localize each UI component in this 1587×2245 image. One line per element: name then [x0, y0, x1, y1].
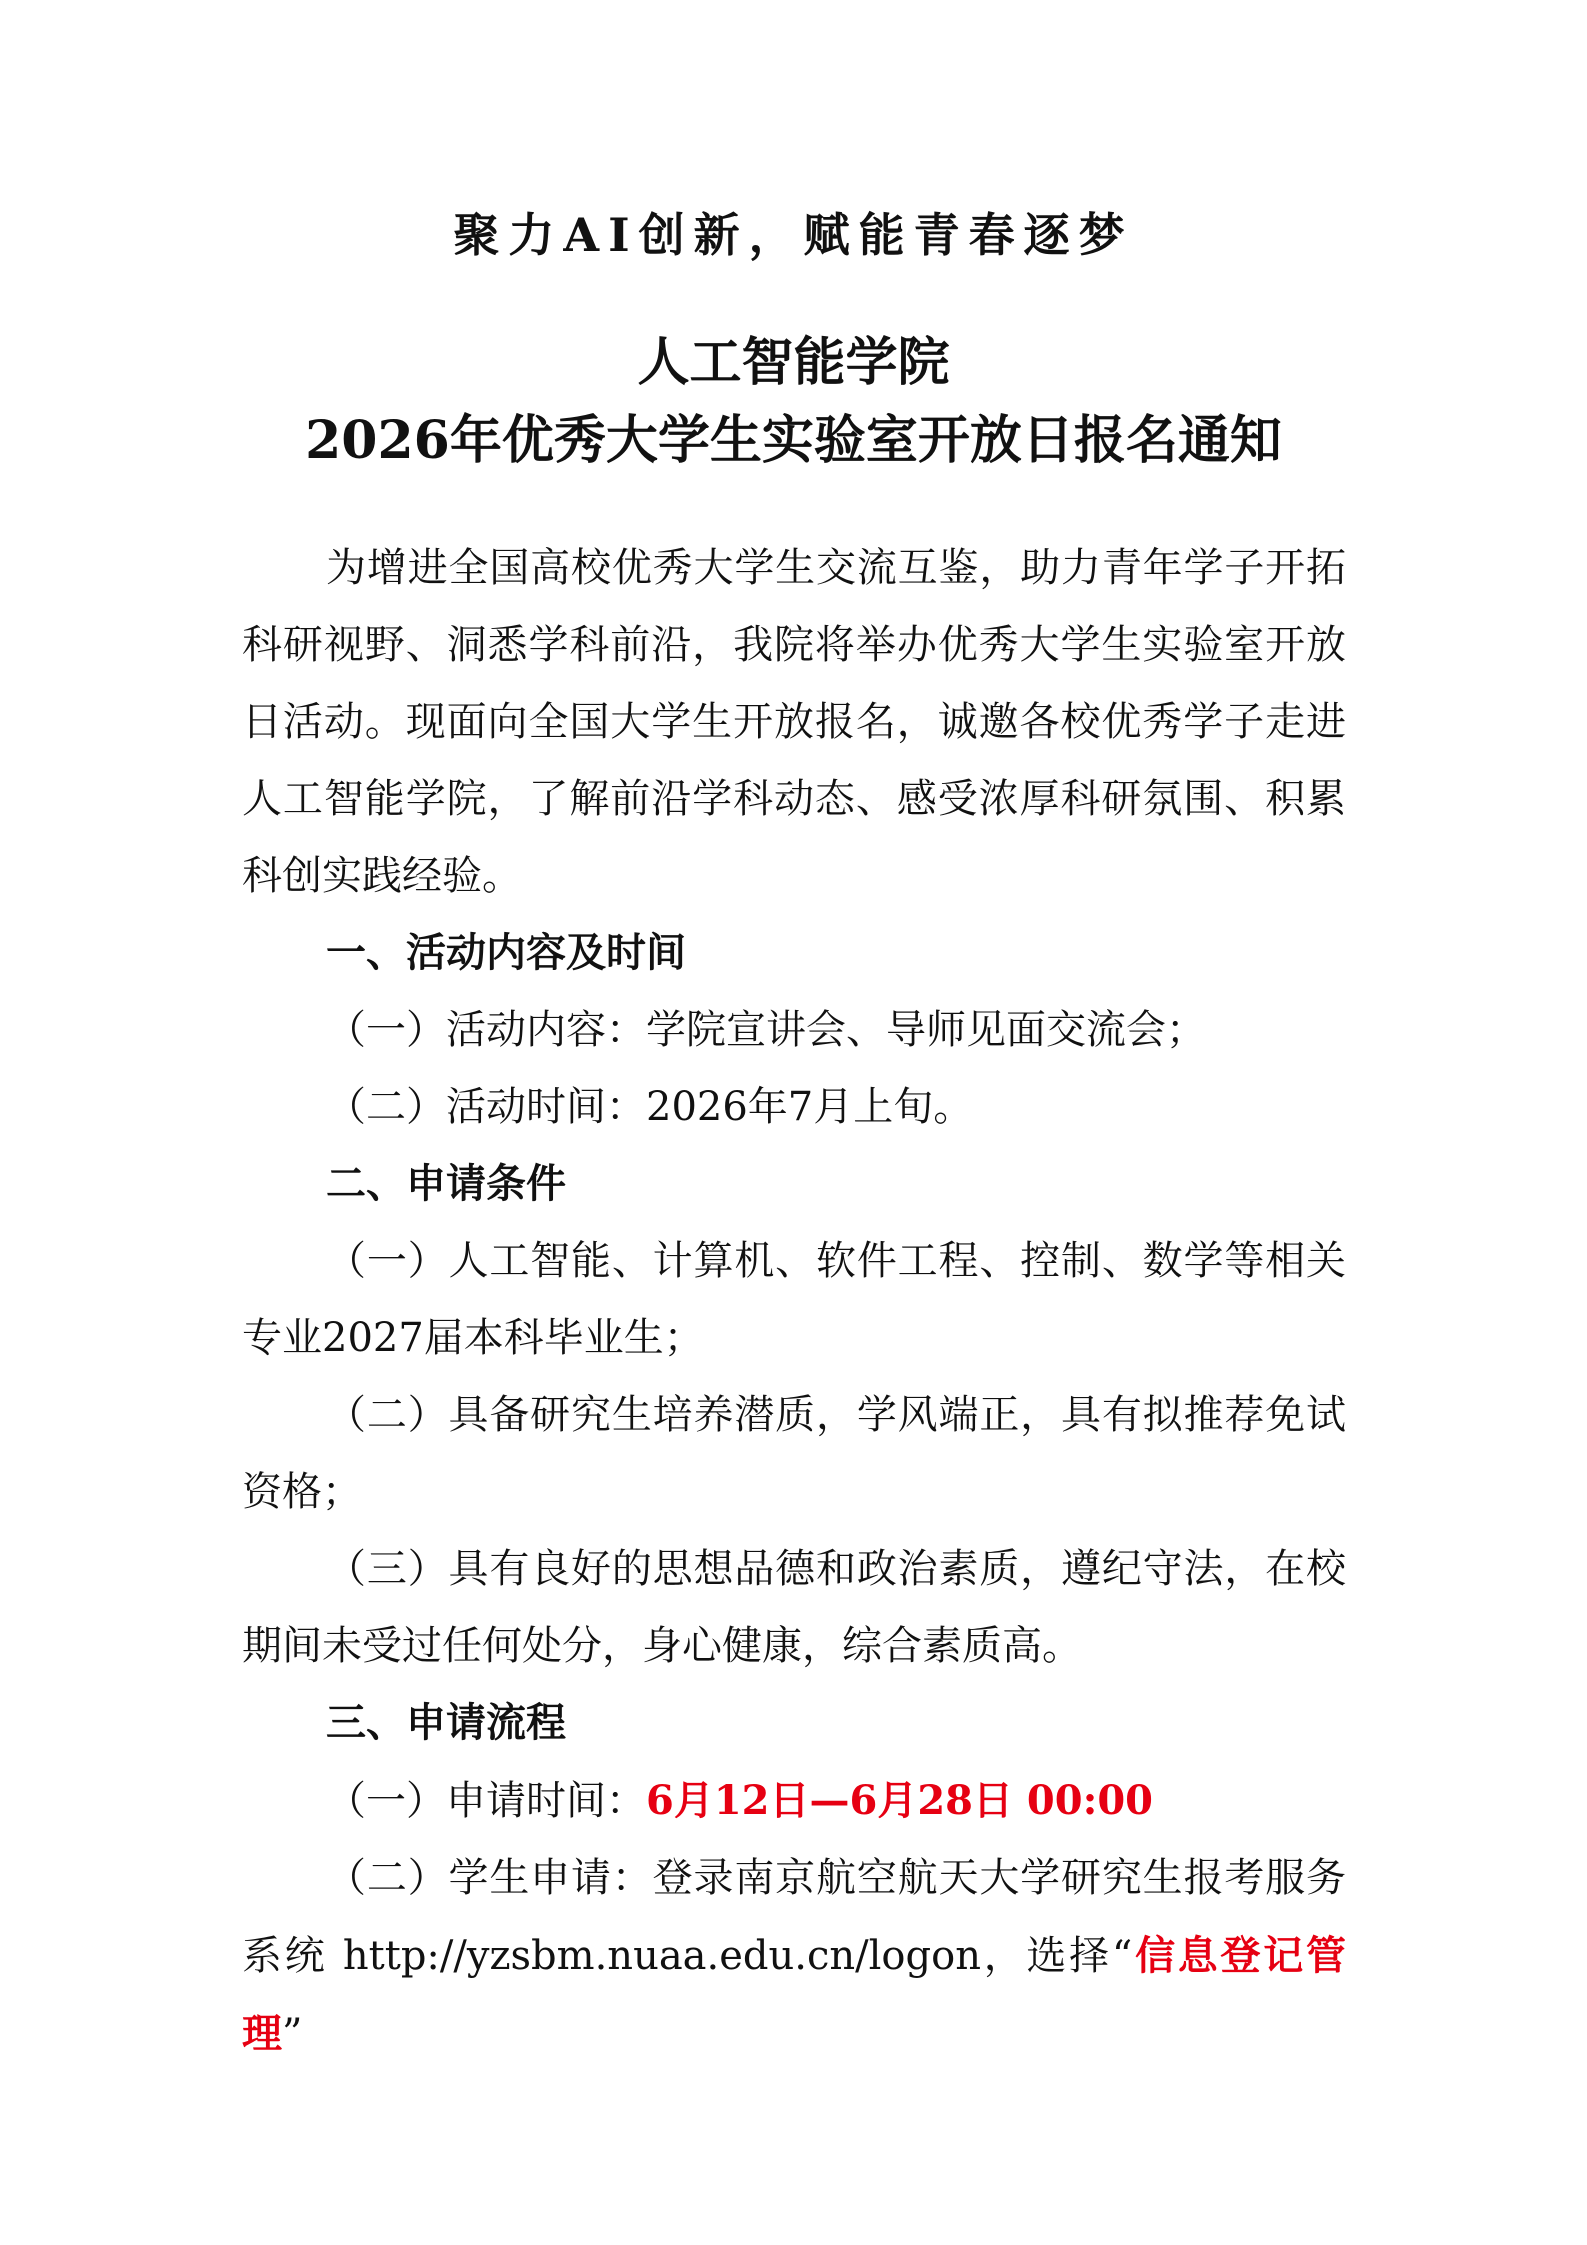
section3-heading: 三、申请流程 [326, 1700, 566, 1746]
section2-item3: （三）具有良好的思想品德和政治素质，遵纪守法，在校期间未受过任何处分，身心健康，综合素质高。 [242, 1546, 1346, 1669]
closing-quote: ” [282, 2011, 303, 2057]
application-time-label: （一）申请时间： [326, 1778, 646, 1824]
section1-item2: （二）活动时间：2026年7月上旬。 [326, 1084, 974, 1130]
section2-item2: （二）具备研究生培养潜质，学风端正，具有拟推荐免试资格； [242, 1392, 1346, 1515]
title-line-1: 人工智能学院 [637, 332, 950, 393]
document-body [242, 530, 1346, 2073]
section2-heading: 二、申请条件 [326, 1161, 566, 1207]
section1-heading: 一、活动内容及时间 [326, 930, 686, 976]
section3-item1 [242, 1762, 1346, 1840]
section1-item1: （一）活动内容：学院宣讲会、导师见面交流会； [326, 1007, 1206, 1053]
intro-paragraph: 为增进全国高校优秀大学生交流互鉴，助力青年学子开拓科研视野、洞悉学科前沿，我院将举办优秀大学生实验室开放日活动。现面向全国大学生开放报名，诚邀各校优秀学子走进人工智能学院，了解前沿学科动态、感受浓厚科研氛围、积累科创实践经验。 [242, 545, 1346, 899]
student-application-text: （二）学生申请：登录南京航空航天大学研究生报考服务系统 http://yzsbm.nuaa.edu.cn/logon，选择“ [242, 1855, 1346, 1979]
section3-item2 [242, 1840, 1346, 2073]
info-registration-highlight: 信息登记管理 [242, 1932, 1347, 2057]
title-line-2: 2026年优秀大学生实验室开放日报名通知 [305, 410, 1282, 471]
application-time-value: 6月12日—6月28日 00:00 [646, 1777, 1154, 1824]
section2-item1: （一）人工智能、计算机、软件工程、控制、数学等相关专业2027届本科毕业生； [242, 1238, 1346, 1361]
slogan: 聚力AI创新，赋能青春逐梦 [453, 208, 1134, 262]
